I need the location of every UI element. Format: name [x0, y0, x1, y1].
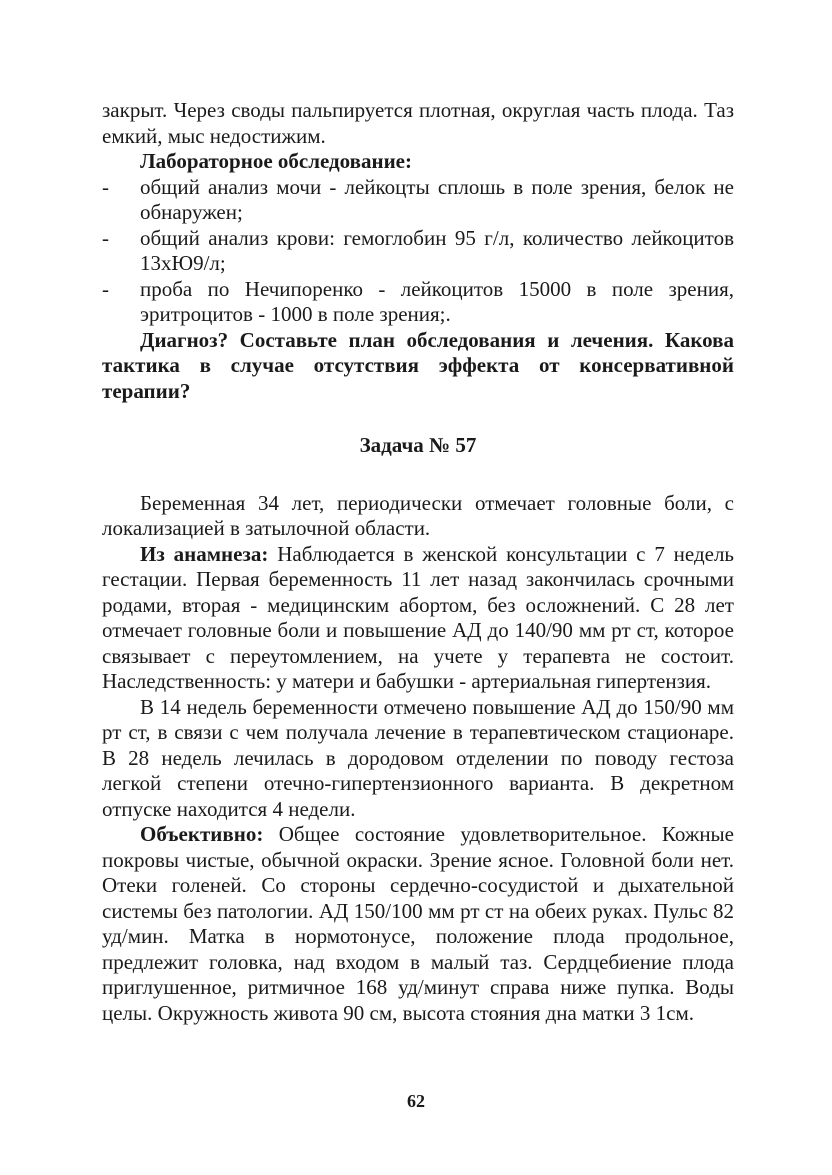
task-title: Задача № 57: [359, 433, 477, 457]
bullet-dash: -: [102, 276, 109, 301]
anamnesis-label: Из анамнеза:: [140, 541, 269, 566]
lab-results-list: [102, 175, 734, 328]
anamnesis-text: Наблюдается в женской консультации с 7 недель гестации. Первая беременность 11 лет назад закончилась срочными родами, вторая - медицинским абортом, без осложнений. С 28 лет отмечает головные боли и повышение АД до 140/90 мм рт ст, которое связывает с переутомлением, на учете у терапевта не состоит. Наследственность: у матери и бабушки - артериальная гипертензия.: [102, 541, 735, 693]
patient-intro-paragraph: Беременная 34 лет, периодически отмечает головные боли, с локализацией в затылочной области.: [102, 490, 734, 540]
list-item: [102, 277, 734, 328]
anamnesis-paragraph: [102, 542, 734, 695]
list-item: [102, 175, 734, 226]
objective-paragraph: [102, 822, 734, 1026]
bullet-dash: -: [102, 174, 109, 199]
pregnancy-history-paragraph: В 14 недель беременности отмечено повышение АД до 150/90 мм рт ст, в связи с чем получала лечение в терапевтическом стационаре. В 28 недель лечилась в дородовом отделении по поводу гестоза легкой степени отечно-гипертензионного варианта. В декретном отпуске находится 4 недели.: [102, 694, 734, 821]
lab-item-text: общий анализ мочи - лейкоцты сплошь в поле зрения, белок не обнаружен;: [140, 174, 734, 224]
page-number: 62: [407, 1091, 425, 1111]
lab-item-text: проба по Нечипоренко - лейкоцитов 15000 в поле зрения, эритроцитов - 1000 в поле зрения;.: [140, 276, 734, 326]
bullet-dash: -: [102, 225, 109, 250]
lab-heading: Лабораторное обследование:: [140, 149, 412, 173]
lab-item-text: общий анализ крови: гемоглобин 95 г/л, количество лейкоцитов 13хЮ9/л;: [140, 225, 734, 275]
task-question: Диагноз? Составьте план обследования и лечения. Какова тактика в случае отсутствия эффекта от консервативной терапии?: [102, 327, 734, 403]
list-item: [102, 226, 734, 277]
objective-text: Общее состояние удовлетворительное. Кожные покровы чистые, обычной окраски. Зрение ясное. Головной боли нет. Отеки голеней. Со стороны сердечно-сосудистой и дыхательной системы без патологии. АД 150/100 мм рт ст на обеих руках. Пульс 82 уд/мин. Матка в нормотонусе, положение плода продольное, предлежит головка, над входом в малый таз. Сердцебиение плода приглушенное, ритмичное 168 уд/минут справа ниже пупка. Воды целы. Окружность живота 90 см, высота стояния дна матки 3 1см.: [102, 822, 734, 1025]
continuation-paragraph: закрыт. Через своды пальпируется плотная, округлая часть плода. Таз емкий, мыс недостижим.: [102, 98, 734, 148]
document-page: [102, 98, 734, 1026]
objective-label: Объективно:: [140, 822, 264, 846]
